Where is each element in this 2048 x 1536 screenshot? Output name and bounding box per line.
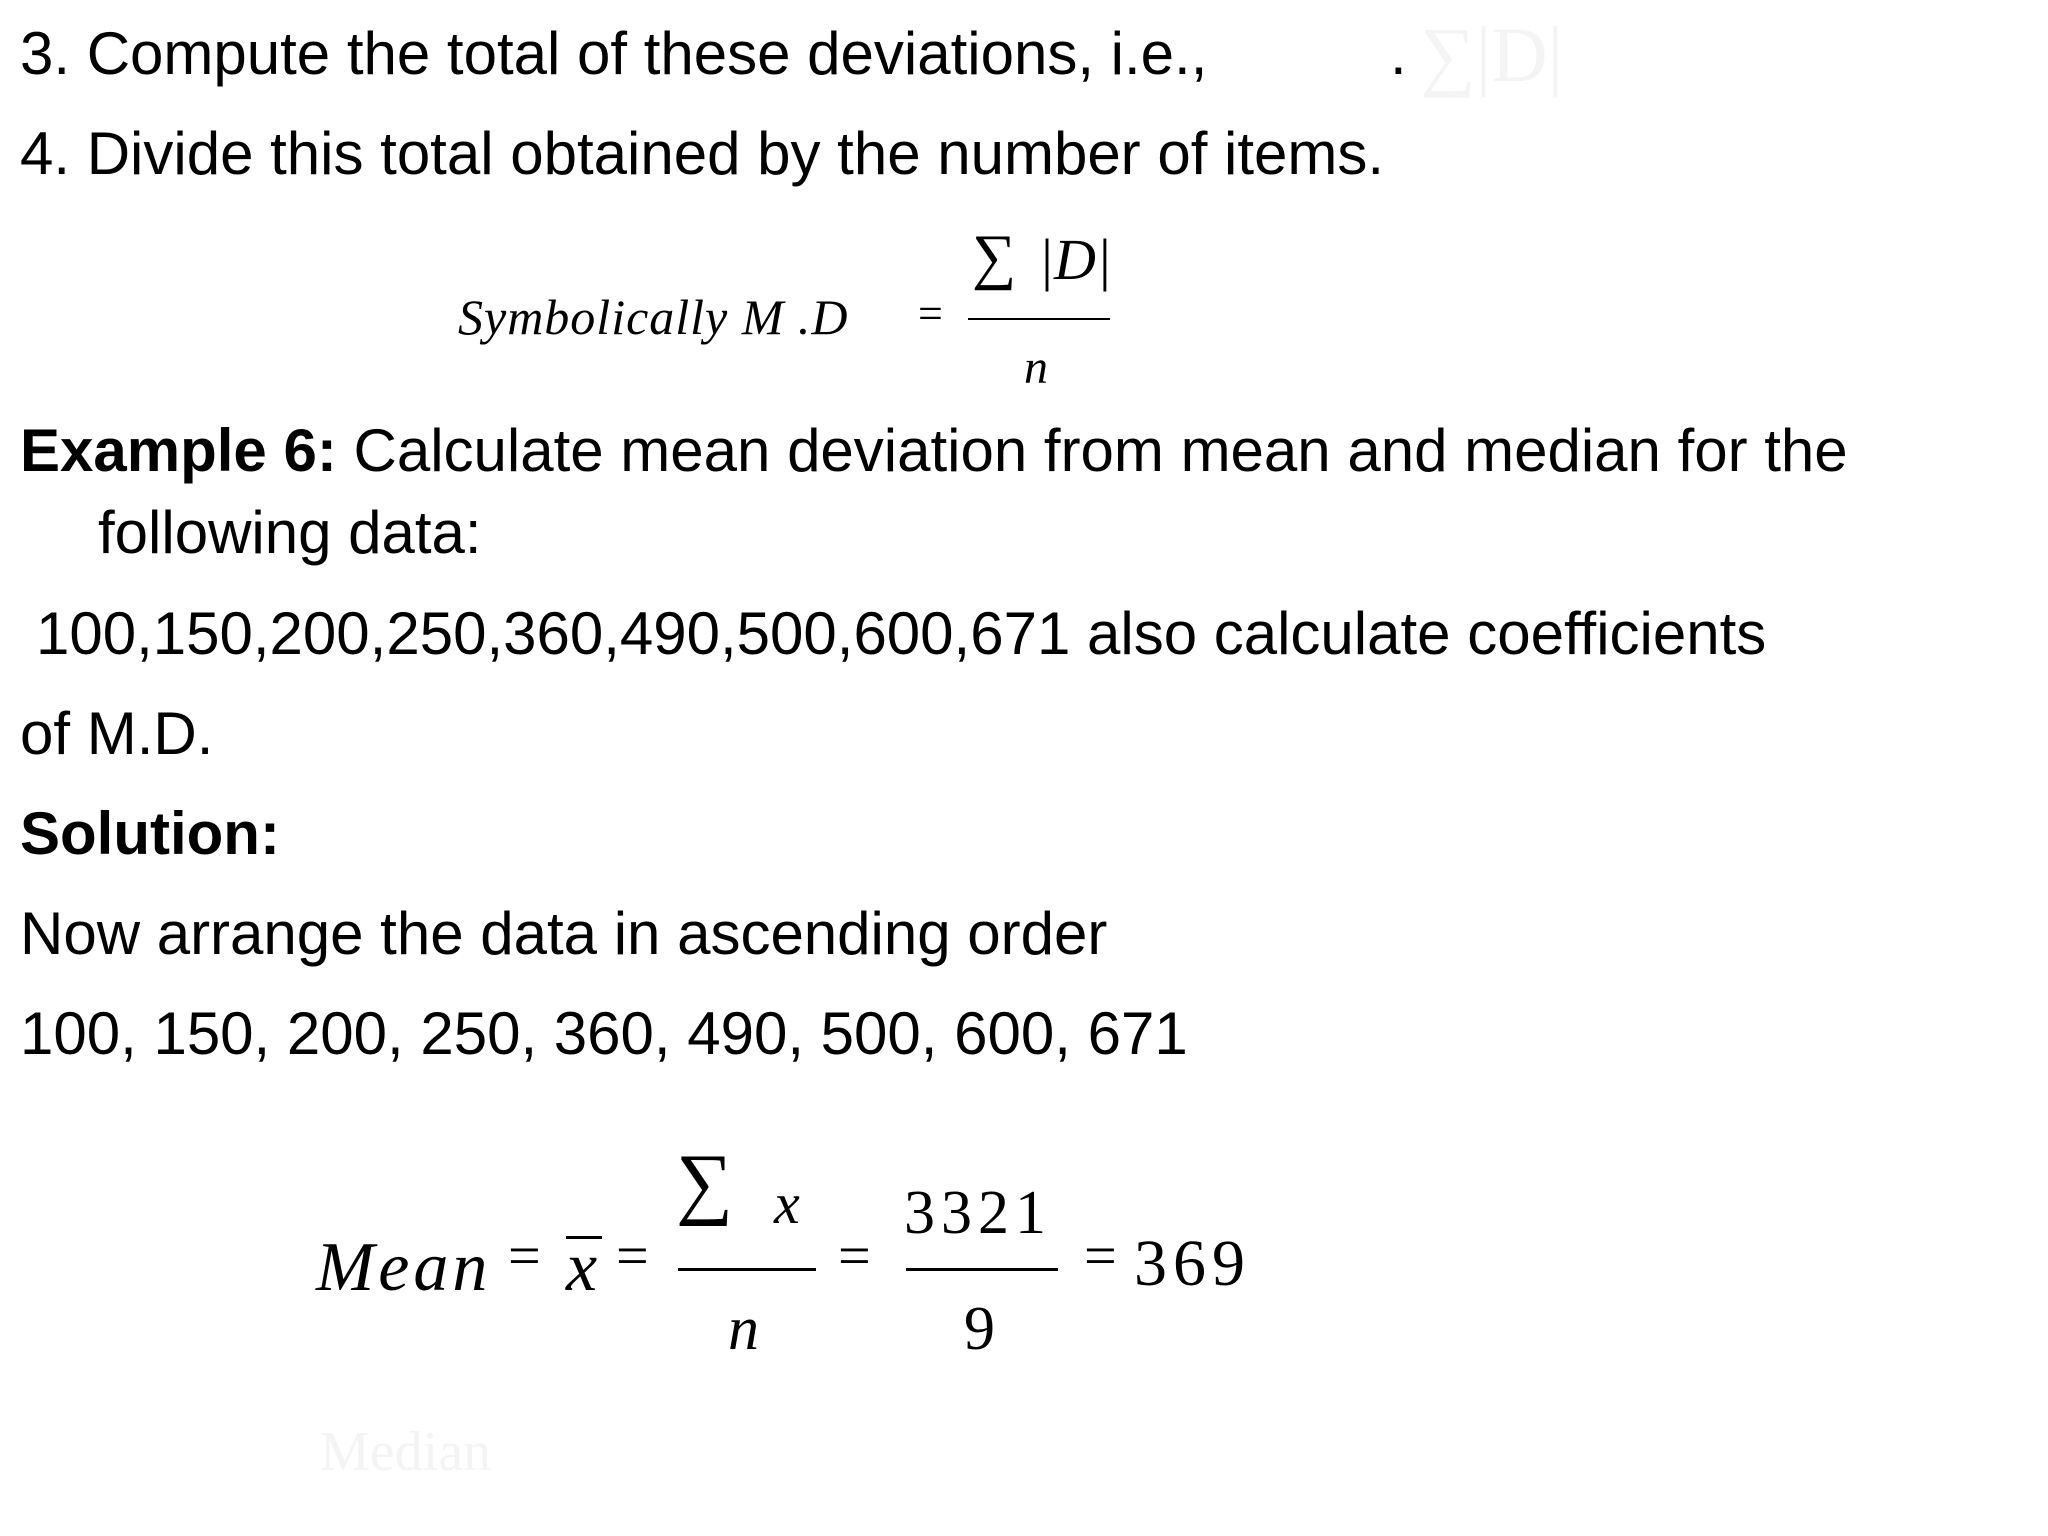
arrange-text: Now arrange the data in ascending order — [20, 900, 1108, 967]
mean-eq-4: = — [1084, 1223, 1117, 1288]
solution-heading: Solution: — [20, 800, 280, 867]
mean-eq-1: = — [508, 1223, 541, 1288]
mean-label: Mean — [316, 1229, 492, 1306]
mean-denominator-value: 9 — [964, 1295, 995, 1363]
formula-md-fraction-bar — [968, 318, 1110, 320]
mean-denominator-n: n — [728, 1295, 759, 1363]
example-6-data-line-2: of M.D. — [20, 700, 214, 767]
mean-eq-3: = — [838, 1223, 871, 1288]
step-3-tail: . — [1390, 20, 1407, 87]
faded-median-watermark: Median — [320, 1421, 492, 1483]
formula-md-abs-d: |D| — [1038, 227, 1112, 292]
step-3-label: 3. Compute the total of these deviations, i.e., — [20, 20, 1208, 87]
mean-xbar: x — [566, 1229, 598, 1306]
formula-md-sigma: ∑ — [972, 223, 1017, 291]
mean-fraction-bar-2 — [906, 1268, 1058, 1271]
mean-numerator-value: 3321 — [904, 1179, 1052, 1247]
formula-md-denominator: n — [1024, 341, 1048, 394]
sorted-data: 100, 150, 200, 250, 360, 490, 500, 600, 671 — [20, 1000, 1188, 1067]
example-6-data-line: 100,150,200,250,360,490,500,600,671 also calculate coefficients — [36, 600, 1767, 667]
mean-sigma-var: x — [774, 1171, 800, 1236]
step-4-text: 4. Divide this total obtained by the number of items. — [20, 120, 1385, 187]
example-6-line-1 — [20, 415, 1848, 487]
mean-result: 369 — [1134, 1227, 1251, 1300]
example-6-line-2: following data: — [98, 499, 482, 566]
formula-md-equals: = — [918, 289, 943, 338]
mean-sigma: ∑ — [676, 1139, 734, 1227]
faded-sigma-watermark: ∑|D| — [1420, 11, 1564, 98]
mean-eq-2: = — [616, 1223, 649, 1288]
mean-fraction-bar-1 — [678, 1268, 816, 1271]
formula-md-label: Symbolically M .D — [458, 289, 849, 345]
step-3-text — [20, 18, 1207, 90]
example-6-heading: Example 6: — [20, 417, 337, 484]
example-6-text: Calculate mean deviation from mean and median for the — [336, 417, 1848, 484]
